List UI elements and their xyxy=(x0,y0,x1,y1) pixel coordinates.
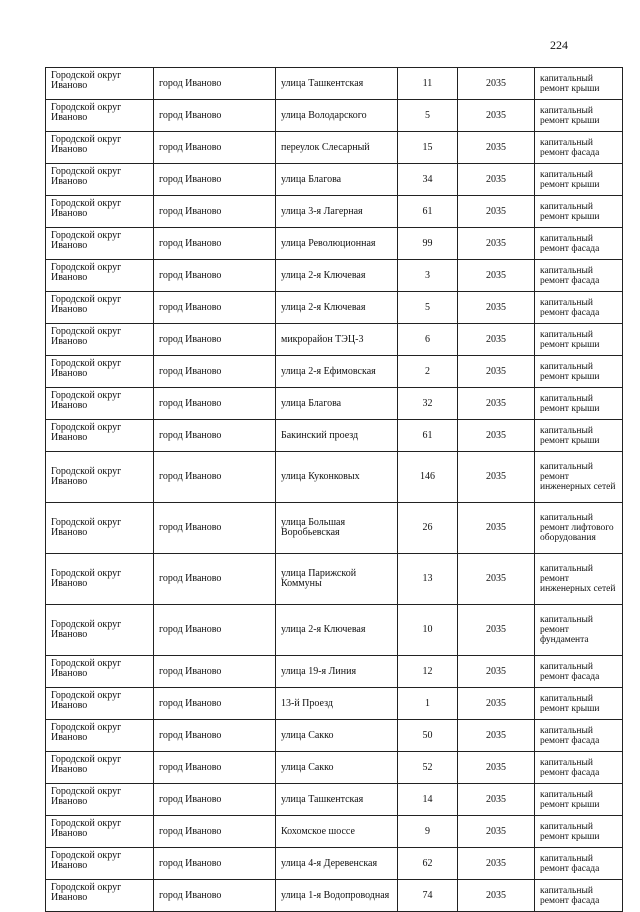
cell-year: 2035 xyxy=(458,605,535,656)
cell-house-number: 2 xyxy=(398,356,458,388)
cell-year: 2035 xyxy=(458,720,535,752)
cell-district: Городской округ Иваново xyxy=(46,196,154,228)
cell-district: Городской округ Иваново xyxy=(46,324,154,356)
cell-street: улица 19-я Линия xyxy=(276,656,398,688)
cell-city: город Иваново xyxy=(154,388,276,420)
table-row xyxy=(46,260,623,292)
table-row xyxy=(46,720,623,752)
repair-schedule-table xyxy=(45,67,623,912)
cell-district: Городской округ Иваново xyxy=(46,228,154,260)
cell-street: Кохомское шоссе xyxy=(276,816,398,848)
cell-work-type: капитальный ремонт фасада xyxy=(535,228,623,260)
cell-house-number: 10 xyxy=(398,605,458,656)
cell-district: Городской округ Иваново xyxy=(46,420,154,452)
cell-street: улица Куконковых xyxy=(276,452,398,503)
cell-street: улица 2-я Ключевая xyxy=(276,292,398,324)
cell-year: 2035 xyxy=(458,688,535,720)
cell-year: 2035 xyxy=(458,656,535,688)
cell-street: улица 3-я Лагерная xyxy=(276,196,398,228)
cell-city: город Иваново xyxy=(154,503,276,554)
cell-city: город Иваново xyxy=(154,720,276,752)
table-row xyxy=(46,420,623,452)
cell-house-number: 52 xyxy=(398,752,458,784)
cell-work-type: капитальный ремонт фасада xyxy=(535,260,623,292)
table-row xyxy=(46,503,623,554)
cell-year: 2035 xyxy=(458,292,535,324)
cell-city: город Иваново xyxy=(154,196,276,228)
table-row xyxy=(46,816,623,848)
cell-district: Городской округ Иваново xyxy=(46,816,154,848)
cell-city: город Иваново xyxy=(154,752,276,784)
cell-house-number: 32 xyxy=(398,388,458,420)
table-row xyxy=(46,164,623,196)
cell-work-type: капитальный ремонт крыши xyxy=(535,420,623,452)
cell-year: 2035 xyxy=(458,752,535,784)
cell-street: переулок Слесарный xyxy=(276,132,398,164)
cell-year: 2035 xyxy=(458,324,535,356)
cell-district: Городской округ Иваново xyxy=(46,848,154,880)
table-row xyxy=(46,356,623,388)
cell-street: улица Парижской Коммуны xyxy=(276,554,398,605)
cell-work-type: капитальный ремонт крыши xyxy=(535,688,623,720)
cell-street: улица Большая Воробьевская xyxy=(276,503,398,554)
cell-street: улица 2-я Ключевая xyxy=(276,260,398,292)
table-row xyxy=(46,605,623,656)
cell-street: улица Володарского xyxy=(276,100,398,132)
cell-work-type: капитальный ремонт фасада xyxy=(535,656,623,688)
cell-city: город Иваново xyxy=(154,656,276,688)
table-row xyxy=(46,196,623,228)
cell-work-type: капитальный ремонт крыши xyxy=(535,68,623,100)
cell-district: Городской округ Иваново xyxy=(46,605,154,656)
cell-house-number: 15 xyxy=(398,132,458,164)
cell-city: город Иваново xyxy=(154,324,276,356)
cell-street: улица 4-я Деревенская xyxy=(276,848,398,880)
cell-work-type: капитальный ремонт инженерных сетей xyxy=(535,452,623,503)
cell-district: Городской округ Иваново xyxy=(46,452,154,503)
cell-year: 2035 xyxy=(458,452,535,503)
cell-work-type: капитальный ремонт лифтового оборудования xyxy=(535,503,623,554)
cell-work-type: капитальный ремонт фасада xyxy=(535,292,623,324)
cell-house-number: 3 xyxy=(398,260,458,292)
cell-district: Городской округ Иваново xyxy=(46,260,154,292)
cell-work-type: капитальный ремонт крыши xyxy=(535,388,623,420)
table-row xyxy=(46,656,623,688)
cell-house-number: 12 xyxy=(398,656,458,688)
cell-city: город Иваново xyxy=(154,356,276,388)
table-row xyxy=(46,554,623,605)
cell-work-type: капитальный ремонт фасада xyxy=(535,848,623,880)
cell-house-number: 5 xyxy=(398,292,458,324)
cell-city: город Иваново xyxy=(154,605,276,656)
cell-house-number: 146 xyxy=(398,452,458,503)
table-row xyxy=(46,132,623,164)
cell-year: 2035 xyxy=(458,260,535,292)
page-number: 224 xyxy=(550,38,568,52)
cell-city: город Иваново xyxy=(154,132,276,164)
cell-city: город Иваново xyxy=(154,292,276,324)
cell-street: улица 2-я Ефимовская xyxy=(276,356,398,388)
cell-work-type: капитальный ремонт крыши xyxy=(535,100,623,132)
cell-district: Городской округ Иваново xyxy=(46,880,154,912)
cell-street: улица Сакко xyxy=(276,752,398,784)
cell-year: 2035 xyxy=(458,132,535,164)
table-row xyxy=(46,324,623,356)
cell-year: 2035 xyxy=(458,388,535,420)
cell-work-type: капитальный ремонт фасада xyxy=(535,752,623,784)
cell-district: Городской округ Иваново xyxy=(46,656,154,688)
table-row xyxy=(46,388,623,420)
table-row xyxy=(46,452,623,503)
cell-district: Городской округ Иваново xyxy=(46,132,154,164)
cell-city: город Иваново xyxy=(154,68,276,100)
table-row xyxy=(46,752,623,784)
table-row xyxy=(46,848,623,880)
cell-district: Городской округ Иваново xyxy=(46,164,154,196)
cell-year: 2035 xyxy=(458,554,535,605)
cell-street: улица Благова xyxy=(276,388,398,420)
cell-street: улица Сакко xyxy=(276,720,398,752)
cell-house-number: 50 xyxy=(398,720,458,752)
cell-work-type: капитальный ремонт фасада xyxy=(535,880,623,912)
cell-street: улица Ташкентская xyxy=(276,68,398,100)
cell-year: 2035 xyxy=(458,68,535,100)
cell-district: Городской округ Иваново xyxy=(46,784,154,816)
cell-year: 2035 xyxy=(458,848,535,880)
cell-city: город Иваново xyxy=(154,452,276,503)
cell-district: Городской округ Иваново xyxy=(46,752,154,784)
cell-street: микрорайон ТЭЦ-3 xyxy=(276,324,398,356)
table-row xyxy=(46,784,623,816)
cell-work-type: капитальный ремонт фундамента xyxy=(535,605,623,656)
table-row xyxy=(46,68,623,100)
cell-district: Городской округ Иваново xyxy=(46,100,154,132)
cell-house-number: 99 xyxy=(398,228,458,260)
cell-work-type: капитальный ремонт фасада xyxy=(535,720,623,752)
cell-house-number: 13 xyxy=(398,554,458,605)
cell-house-number: 11 xyxy=(398,68,458,100)
cell-city: город Иваново xyxy=(154,880,276,912)
cell-street: улица Ташкентская xyxy=(276,784,398,816)
cell-year: 2035 xyxy=(458,784,535,816)
cell-street: улица 2-я Ключевая xyxy=(276,605,398,656)
cell-district: Городской округ Иваново xyxy=(46,554,154,605)
cell-year: 2035 xyxy=(458,880,535,912)
cell-house-number: 6 xyxy=(398,324,458,356)
cell-city: город Иваново xyxy=(154,688,276,720)
cell-city: город Иваново xyxy=(154,784,276,816)
cell-district: Городской округ Иваново xyxy=(46,688,154,720)
table-row xyxy=(46,688,623,720)
cell-city: город Иваново xyxy=(154,164,276,196)
table-row xyxy=(46,880,623,912)
cell-house-number: 62 xyxy=(398,848,458,880)
cell-house-number: 61 xyxy=(398,196,458,228)
cell-street: улица 1-я Водопроводная xyxy=(276,880,398,912)
cell-street: Бакинский проезд xyxy=(276,420,398,452)
cell-district: Городской округ Иваново xyxy=(46,356,154,388)
cell-work-type: капитальный ремонт крыши xyxy=(535,356,623,388)
cell-year: 2035 xyxy=(458,503,535,554)
cell-district: Городской округ Иваново xyxy=(46,503,154,554)
cell-city: город Иваново xyxy=(154,816,276,848)
cell-street: 13-й Проезд xyxy=(276,688,398,720)
cell-house-number: 34 xyxy=(398,164,458,196)
cell-city: город Иваново xyxy=(154,228,276,260)
cell-house-number: 9 xyxy=(398,816,458,848)
cell-work-type: капитальный ремонт инженерных сетей xyxy=(535,554,623,605)
cell-year: 2035 xyxy=(458,816,535,848)
cell-house-number: 14 xyxy=(398,784,458,816)
cell-year: 2035 xyxy=(458,100,535,132)
cell-work-type: капитальный ремонт крыши xyxy=(535,816,623,848)
cell-city: город Иваново xyxy=(154,848,276,880)
cell-district: Городской округ Иваново xyxy=(46,292,154,324)
cell-house-number: 26 xyxy=(398,503,458,554)
cell-house-number: 5 xyxy=(398,100,458,132)
cell-year: 2035 xyxy=(458,164,535,196)
cell-house-number: 1 xyxy=(398,688,458,720)
cell-work-type: капитальный ремонт крыши xyxy=(535,324,623,356)
cell-city: город Иваново xyxy=(154,554,276,605)
cell-year: 2035 xyxy=(458,356,535,388)
cell-city: город Иваново xyxy=(154,260,276,292)
cell-district: Городской округ Иваново xyxy=(46,68,154,100)
cell-district: Городской округ Иваново xyxy=(46,720,154,752)
table-row xyxy=(46,228,623,260)
cell-city: город Иваново xyxy=(154,100,276,132)
cell-year: 2035 xyxy=(458,228,535,260)
cell-city: город Иваново xyxy=(154,420,276,452)
cell-house-number: 61 xyxy=(398,420,458,452)
cell-work-type: капитальный ремонт крыши xyxy=(535,164,623,196)
table-row xyxy=(46,292,623,324)
cell-street: улица Благова xyxy=(276,164,398,196)
cell-house-number: 74 xyxy=(398,880,458,912)
table-body xyxy=(46,68,623,912)
cell-year: 2035 xyxy=(458,196,535,228)
cell-work-type: капитальный ремонт фасада xyxy=(535,132,623,164)
cell-year: 2035 xyxy=(458,420,535,452)
table-row xyxy=(46,100,623,132)
cell-district: Городской округ Иваново xyxy=(46,388,154,420)
cell-street: улица Революционная xyxy=(276,228,398,260)
cell-work-type: капитальный ремонт крыши xyxy=(535,196,623,228)
cell-work-type: капитальный ремонт крыши xyxy=(535,784,623,816)
